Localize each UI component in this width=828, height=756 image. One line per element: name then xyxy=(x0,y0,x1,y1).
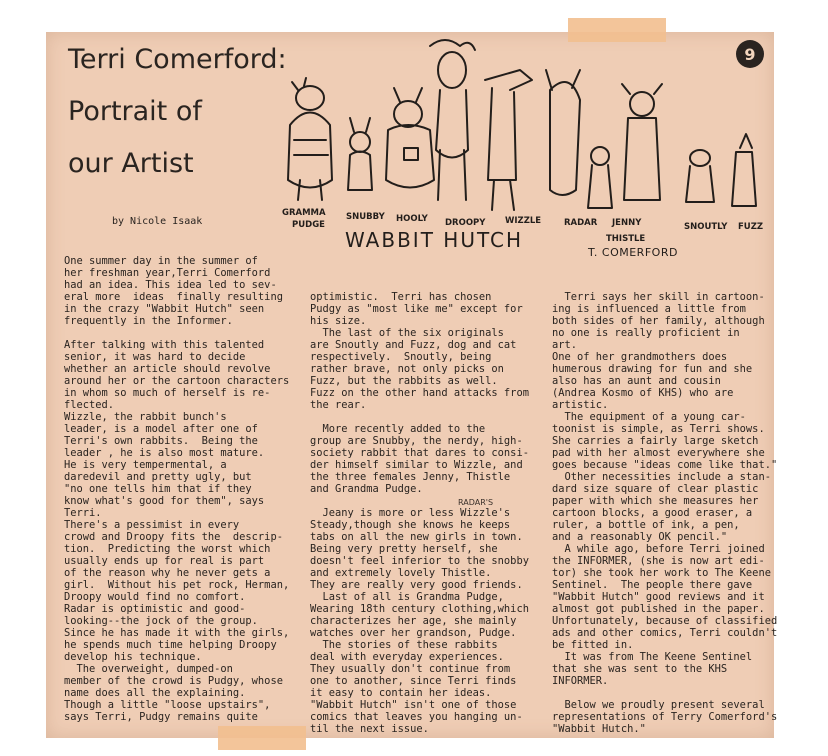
article-line: and Grandma Pudge. xyxy=(310,483,423,495)
article-line: (Andrea Kosmo of KHS) who are xyxy=(552,387,734,399)
article-line: develop his technique. xyxy=(64,651,202,663)
article-line: his size. xyxy=(310,315,367,327)
article-line: are Snoutly and Fuzz, dog and cat xyxy=(310,339,517,351)
byline: by Nicole Isaak xyxy=(112,216,203,227)
label-thistle: THISTLE xyxy=(606,234,646,244)
article-line: humerous drawing for fun and she xyxy=(552,363,753,375)
article-line: society rabbit that dares to consi- xyxy=(310,447,529,459)
article-line: tion. Predicting the worst which xyxy=(64,543,271,555)
article-line: Terri's own rabbits. Being the xyxy=(64,435,258,447)
droopy-drawing xyxy=(430,40,475,200)
article-line: Droopy would find no comfort. xyxy=(64,591,246,603)
article-line: More recently added to the xyxy=(310,423,486,435)
article-line: says Terri, Pudgy remains quite xyxy=(64,711,258,723)
article-line: senior, it was hard to decide xyxy=(64,351,246,363)
article-line: and extremely lovely Thistle. xyxy=(310,567,492,579)
article-line: "no one tells him that if they xyxy=(64,483,252,495)
label-hooly: HOOLY xyxy=(396,214,428,224)
article-line xyxy=(552,687,777,699)
article-line: daredevil and pretty ugly, but xyxy=(64,471,252,483)
label-droopy: DROOPY xyxy=(445,218,486,228)
article-line: optimistic. Terri has chosen xyxy=(310,291,492,303)
article-line: The stories of these rabbits xyxy=(310,639,498,651)
label-snubby: SNUBBY xyxy=(346,212,385,222)
article-line: whether an article should revolve xyxy=(64,363,271,375)
article-line: that she was sent to the KHS xyxy=(552,663,728,675)
article-line: flected. xyxy=(64,399,115,411)
article-line: member of the crowd is Pudgy, whose xyxy=(64,675,283,687)
article-line: he spends much time helping Droopy xyxy=(64,639,277,651)
article-line: doesn't feel inferior to the snobby xyxy=(310,555,529,567)
article-line: Other necessities include a stan- xyxy=(552,471,771,483)
snoutly-drawing xyxy=(686,150,714,202)
page-number-badge: 9 xyxy=(736,40,764,68)
article-line: Unfortunately, because of classified xyxy=(552,615,778,627)
article-line: group are Snubby, the nerdy, high- xyxy=(310,435,523,447)
article-line: He is very tempermental, a xyxy=(64,459,227,471)
article-line: Radar is optimistic and good- xyxy=(64,603,246,615)
article-line: representations of Terry Comerford's xyxy=(552,711,778,723)
fuzz-drawing xyxy=(732,134,756,206)
article-line: paper with which she measures her xyxy=(552,495,759,507)
hooly-drawing xyxy=(386,88,434,188)
article-line: around her or the cartoon characters xyxy=(64,375,290,387)
article-line: rather brave, not only picks on xyxy=(310,363,504,375)
article-line: toonist is simple, as Terri shows. xyxy=(552,423,765,435)
article-line: art. xyxy=(552,339,578,351)
article-line: The last of the six originals xyxy=(310,327,504,339)
handwritten-correction: RADAR'S xyxy=(458,498,494,507)
headline-line-3: our Artist xyxy=(68,148,194,179)
article-line: deal with everyday experiences. xyxy=(310,651,504,663)
article-column-3 xyxy=(552,291,777,735)
article-line: name does all the explaining. xyxy=(64,687,246,699)
article-line: crowd and Droopy fits the descrip- xyxy=(64,531,283,543)
label-wizzle: WIZZLE xyxy=(505,216,542,226)
label-fuzz: FUZZ xyxy=(738,222,764,232)
article-line: It was from The Keene Sentinel xyxy=(552,651,753,663)
article-line: Though a little "loose upstairs", xyxy=(64,699,271,711)
article-line xyxy=(64,327,289,339)
article-line: usually ends up for real is part xyxy=(64,555,265,567)
article-line: no one is really proficient in xyxy=(552,327,740,339)
article-line: cartoon blocks, a good eraser, a xyxy=(552,507,753,519)
article-line: She carries a fairly large sketch xyxy=(552,435,759,447)
article-line: There's a pessimist in every xyxy=(64,519,240,531)
wabbit-hutch-illustration xyxy=(270,30,770,230)
article-line: watches over her grandson, Pudge. xyxy=(310,627,517,639)
article-line: of the reason why he never gets a xyxy=(64,567,271,579)
article-line: characterizes her age, she mainly xyxy=(310,615,517,627)
article-line: Terri says her skill in cartoon- xyxy=(552,291,765,303)
article-line: Wizzle, the rabbit bunch's xyxy=(64,411,227,423)
article-line: Fuzz on the other hand attacks from xyxy=(310,387,529,399)
article-line: The overweight, dumped-on xyxy=(64,663,233,675)
article-line: ads and other comics, Terri couldn't xyxy=(552,627,778,639)
article-line: ruler, a bottle of ink, a pen, xyxy=(552,519,740,531)
article-line: her freshman year,Terri Comerford xyxy=(64,267,271,279)
label-gramma: GRAMMA xyxy=(282,208,326,218)
article-line: Fuzz, but the rabbits as well. xyxy=(310,375,498,387)
article-line: Below we proudly present several xyxy=(552,699,765,711)
article-line: goes because "ideas come like that." xyxy=(552,459,778,471)
article-line: leader, is a model after one of xyxy=(64,423,258,435)
article-column-2 xyxy=(310,291,529,735)
article-line: Jeany is more or less Wizzle's xyxy=(310,507,511,519)
article-line: "Wabbit Hutch." xyxy=(552,723,646,735)
article-line: almost got published in the paper. xyxy=(552,603,765,615)
article-line: in the crazy "Wabbit Hutch" seen xyxy=(64,303,265,315)
comic-artist: T. COMERFORD xyxy=(588,246,678,259)
article-line: One summer day in the summer of xyxy=(64,255,258,267)
article-line: the rear. xyxy=(310,399,367,411)
article-line xyxy=(310,495,529,507)
article-line: be fitted in. xyxy=(552,639,634,651)
comic-title: WABBIT HUTCH xyxy=(345,228,524,252)
article-line: girl. Without his pet rock, Herman, xyxy=(64,579,290,591)
article-line: The equipment of a young car- xyxy=(552,411,746,423)
article-line: it easy to contain her ideas. xyxy=(310,687,492,699)
article-line: had an idea. This idea led to sev- xyxy=(64,279,277,291)
article-line: looking--the jock of the group. xyxy=(64,615,258,627)
article-line: pad with her almost everywhere she xyxy=(552,447,765,459)
tape-strip-bottom xyxy=(218,726,306,750)
gramma-pudge-drawing xyxy=(288,78,332,200)
article-line: Last of all is Grandma Pudge, xyxy=(310,591,504,603)
article-line: After talking with this talented xyxy=(64,339,265,351)
article-line: the three females Jenny, Thistle xyxy=(310,471,511,483)
article-line: artistic. xyxy=(552,399,609,411)
radar-drawing xyxy=(546,70,580,195)
article-line: eral more ideas finally resulting xyxy=(64,291,283,303)
article-line: INFORMER. xyxy=(552,675,609,687)
article-line: Steady,though she knows he keeps xyxy=(310,519,511,531)
article-line: frequently in the Informer. xyxy=(64,315,233,327)
article-line: Wearing 18th century clothing,which xyxy=(310,603,529,615)
article-line: respectively. Snoutly, being xyxy=(310,351,492,363)
article-line: and a reasonably OK pencil." xyxy=(552,531,728,543)
article-line: "Wabbit Hutch" good reviews and it xyxy=(552,591,765,603)
article-line: Sentinel. The people there gave xyxy=(552,579,753,591)
article-line: They usually don't continue from xyxy=(310,663,511,675)
article-line: the INFORMER, (she is now art edi- xyxy=(552,555,765,567)
article-line: Since he has made it with the girls, xyxy=(64,627,290,639)
label-snoutly: SNOUTLY xyxy=(684,222,728,232)
headline-line-1: Terri Comerford: xyxy=(68,44,287,75)
article-line: comics that leaves you hanging un- xyxy=(310,711,523,723)
article-line: tabs on all the new girls in town. xyxy=(310,531,523,543)
jenny-thistle-drawing xyxy=(588,84,662,208)
snubby-drawing xyxy=(348,118,372,190)
article-line: A while ago, before Terri joined xyxy=(552,543,765,555)
article-line: Being very pretty herself, she xyxy=(310,543,498,555)
article-line: One of her grandmothers does xyxy=(552,351,728,363)
wizzle-drawing xyxy=(485,70,532,210)
label-radar: RADAR xyxy=(564,218,598,228)
article-line: til the next issue. xyxy=(310,723,429,735)
article-line: ing is influenced a little from xyxy=(552,303,746,315)
article-line: der himself similar to Wizzle, and xyxy=(310,459,523,471)
article-line: know what's good for them", says xyxy=(64,495,265,507)
article-line: also has an aunt and cousin xyxy=(552,375,721,387)
article-line: Pudgy as "most like me" except for xyxy=(310,303,523,315)
article-line: Terri. xyxy=(64,507,102,519)
article-column-1 xyxy=(64,255,289,723)
article-line: leader , he is also most mature. xyxy=(64,447,265,459)
article-line: one to another, since Terri finds xyxy=(310,675,517,687)
article-line: dard size square of clear plastic xyxy=(552,483,759,495)
article-line: "Wabbit Hutch" isn't one of those xyxy=(310,699,517,711)
article-line: both sides of her family, although xyxy=(552,315,765,327)
label-pudge: PUDGE xyxy=(292,220,325,230)
article-line: They are really very good friends. xyxy=(310,579,523,591)
headline-line-2: Portrait of xyxy=(68,96,202,127)
article-line xyxy=(310,411,529,423)
article-line: in whom so much of herself is re- xyxy=(64,387,271,399)
article-line: tor) she took her work to The Keene xyxy=(552,567,771,579)
label-jenny: JENNY xyxy=(612,218,642,228)
